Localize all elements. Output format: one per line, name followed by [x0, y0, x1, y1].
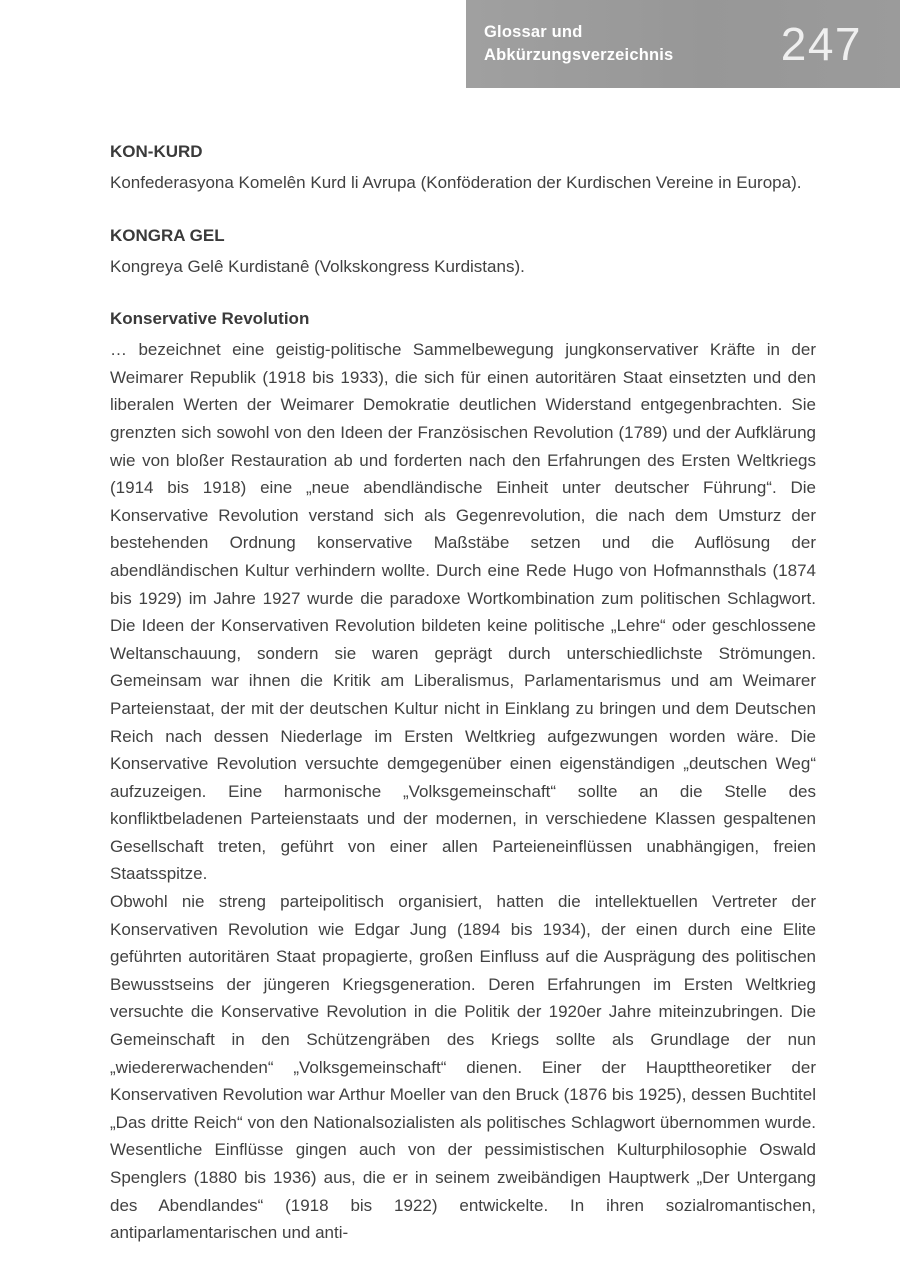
- glossary-content: [110, 140, 816, 1274]
- glossary-entry-kongra-gel: [110, 224, 816, 281]
- header-title-line2: Abkürzungsverzeichnis: [484, 46, 674, 64]
- header-title: [484, 21, 673, 67]
- entry-paragraph-2: Obwohl nie streng parteipolitisch organisiert, hatten die intellektuellen Vertreter der Konservativen Revolution wie Edgar Jung (1894 bis 1934), der einen durch eine Elite geführten autoritären Staat propagierte, großen Einfluss auf die Ausprägung des politischen Bewusstseins der jüngeren Kriegsgeneration. Deren Erfahrungen im Ersten Weltkrieg versuchte die Konservative Revolution in die Politik der 1920er Jahre miteinzubringen. Die Gemeinschaft in den Schützengräben des Kriegs sollte als Grundlage der nun „wiedererwachenden“ „Volksgemeinschaft“ dienen. Einer der Haupttheoretiker der Konservativen Revolution war Arthur Moeller van den Bruck (1876 bis 1925), dessen Buchtitel „Das dritte Reich“ von den Nationalsozialisten als politisches Schlagwort übernommen wurde. Wesentliche Einflüsse gingen auch von der pessimistischen Kulturphilosophie Oswald Spenglers (1880 bis 1936) aus, die er in seinem zweibändigen Hauptwerk „Der Untergang des Abendlandes“ (1918 bis 1922) entwickelte. In ihren sozialromantischen, antiparlamentarischen und anti-: [110, 892, 816, 1243]
- entry-definition: Konfederasyona Komelên Kurd li Avrupa (Konföderation der Kurdischen Vereine in Europa).: [110, 173, 802, 192]
- glossary-entry-konservative-revolution: [110, 307, 816, 1247]
- entry-paragraph-1: … bezeichnet eine geistig-politische Sammelbewegung jungkonservativer Kräfte in der Weimarer Republik (1918 bis 1933), die sich für einen autoritären Staat einsetzten und den liberalen Werten der Weimarer Demokratie deutlichen Widerstand entgegenbrachten. Sie grenzten sich sowohl von den Ideen der Französischen Revolution (1789) und der Aufklärung wie von bloßer Restauration ab und forderten nach den Erfahrungen des Ersten Weltkriegs (1914 bis 1918) eine „neue abendländische Einheit unter deutscher Führung“. Die Konservative Revolution verstand sich als Gegenrevolution, die nach dem Umsturz der bestehenden Ordnung konservative Maßstäbe setzen und die Auflösung der abendländischen Kultur verhindern wollte. Durch eine Rede Hugo von Hofmannsthals (1874 bis 1929) im Jahre 1927 wurde die paradoxe Wortkombination zum politischen Schlagwort. Die Ideen der Konservativen Revolution bildeten keine politische „Lehre“ oder geschlossene Weltanschauung, sondern sie waren geprägt durch unterschiedlichste Strömungen. Gemeinsam war ihnen die Kritik am Liberalismus, Parlamentarismus und am Weimarer Parteienstaat, der mit der deutschen Kultur nicht in Einklang zu bringen und dem Deutschen Reich nach dessen Niederlage im Ersten Weltkrieg aufgezwungen worden wäre. Die Konservative Revolution versuchte demgegenüber einen eigenständigen „deutschen Weg“ aufzuzeigen. Eine harmonische „Volksgemeinschaft“ sollte an die Stelle des konfliktbeladenen Parteienstaats und der modernen, in verschiedene Klassen gespaltenen Gesellschaft treten, geführt von einer allen Parteieneinflüssen unabhängigen, freien Staatsspitze.: [110, 340, 816, 884]
- entry-term: KONGRA GEL: [110, 225, 225, 245]
- glossary-entry-kon-kurd: [110, 140, 816, 197]
- header-title-line1: Glossar und: [484, 23, 583, 41]
- page-number: 247: [780, 18, 862, 70]
- entry-definition: Kongreya Gelê Kurdistanê (Volkskongress Kurdistans).: [110, 256, 525, 276]
- page-header: [466, 0, 900, 88]
- entry-term: Konservative Revolution: [110, 309, 310, 329]
- entry-term: KON-KURD: [110, 142, 203, 161]
